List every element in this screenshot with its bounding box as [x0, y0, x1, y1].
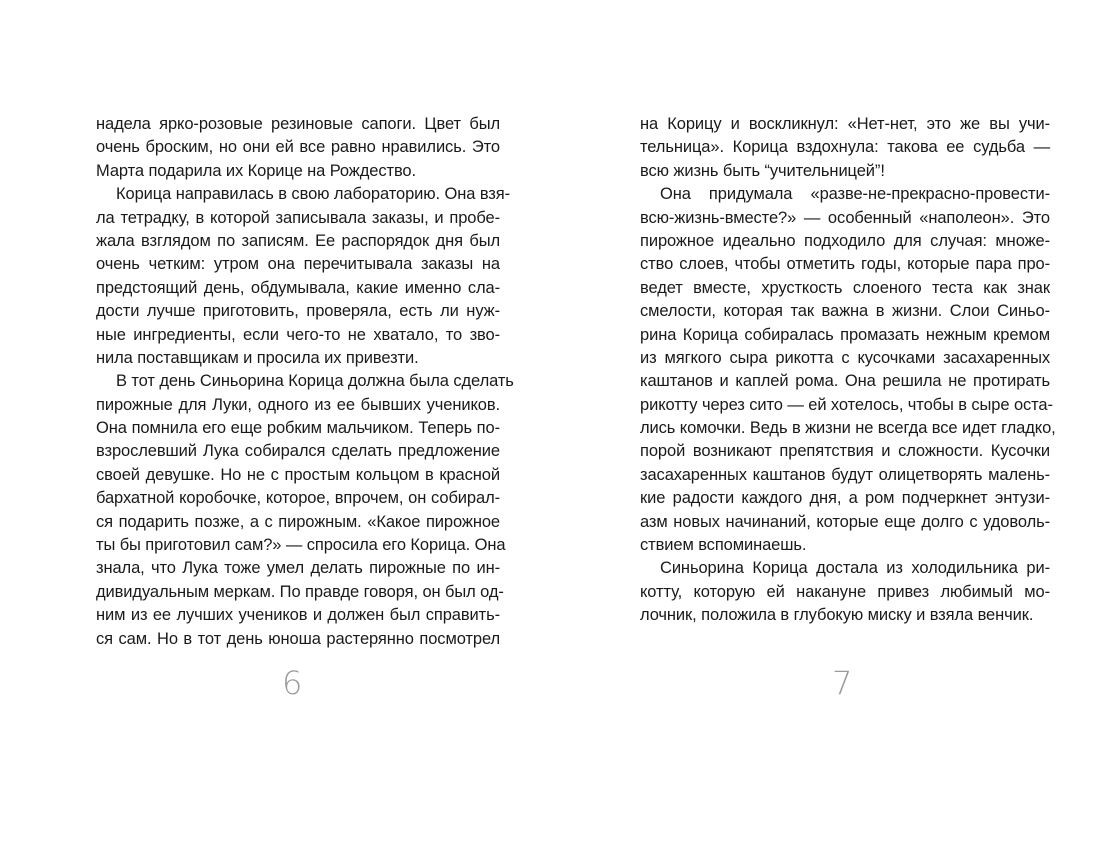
text-line: ствием вспоминаешь. [640, 536, 807, 555]
text-line: пирожные для Луки, одного из ее бывших учеников. [96, 395, 500, 414]
text-line: пирожное идеально подходило для случая: множе- [640, 231, 1050, 250]
left-page [0, 0, 558, 853]
text-line: дости лучше приготовить, проверяла, есть ли нуж- [96, 302, 500, 321]
text-line: всю жизнь быть “учительницей”! [640, 161, 885, 180]
text-line: ла тетрадку, в которой записывала заказы, и пробе- [96, 208, 500, 227]
right-page-text [640, 113, 1056, 628]
text-line: ведет вместе, хрусткость слоеного теста как знак [640, 278, 1050, 297]
text-line: засахаренных каштанов будут олицетворять малень- [640, 465, 1050, 484]
text-line: ство слоев, чтобы отметить годы, которые пара про- [640, 255, 1050, 274]
text-line: дивидуальным меркам. По правде говоря, он был од- [96, 582, 504, 601]
text-line: из мягкого сыра рикотта с кусочками засахаренных [640, 348, 1050, 367]
text-line: лись комочки. Ведь в жизни не всегда все идет гладко, [640, 419, 1056, 438]
text-line: жала взглядом по записям. Ее распорядок дня был [96, 231, 500, 250]
text-line: взрослевший Лука собирался сделать предложение [96, 442, 500, 461]
text-line: рина Корица собиралась промазать нежным кремом [640, 325, 1050, 344]
text-line: предстоящий день, обдумывала, какие именно сла- [96, 278, 500, 297]
text-line: бархатной коробочке, которое, впрочем, он собирал- [96, 489, 500, 508]
text-line: Она придумала «разве-не-прекрасно-провести- [660, 185, 1050, 204]
text-line: Она помнила его еще робким мальчиком. Теперь по- [96, 419, 500, 438]
right-page [558, 0, 1117, 853]
text-line: тельница». Корица вздохнула: такова ее судьба — [640, 138, 1050, 157]
text-line: всю-жизнь-вместе?» — особенный «наполеон». Это [640, 208, 1050, 227]
text-line: лочник, положила в глубокую миску и взяла венчик. [640, 606, 1034, 625]
text-line: ним из ее лучших учеников и должен был справить- [96, 606, 500, 625]
text-line: очень броским, но они ей все равно нравились. Это [96, 138, 500, 157]
text-line: каштанов и каплей рома. Она решила не протирать [640, 372, 1050, 391]
text-line: Синьорина Корица достала из холодильника ри- [660, 559, 1050, 578]
text-line: очень четким: утром она перечитывала заказы на [96, 255, 500, 274]
text-line: рикотту через сито — ей хотелось, чтобы в сыре оста- [640, 395, 1053, 414]
page-number: 7 [832, 664, 853, 702]
text-line: ся подарить позже, а с пирожным. «Какое пирожное [96, 512, 500, 531]
page-number: 6 [282, 664, 303, 702]
text-line: кие радости каждого дня, а ром подчеркнет энтузи- [640, 489, 1050, 508]
text-line: котту, которую ей накануне привез любимый мо- [640, 582, 1050, 601]
text-line: смелости, которая так важна в жизни. Слои Синьо- [640, 302, 1050, 321]
text-line: ты бы приготовил сам?» — спросила его Корица. Она [96, 536, 506, 555]
text-line: нила поставщикам и просила их привезти. [96, 348, 419, 367]
text-line: порой возникают препятствия и сложности. Кусочки [640, 442, 1050, 461]
text-line: знала, что Лука тоже умел делать пирожные по ин- [96, 559, 500, 578]
text-line: на Корицу и воскликнул: «Нет-нет, это же вы учи- [640, 115, 1050, 133]
text-line: надела ярко-розовые резиновые сапоги. Цвет был [96, 115, 500, 133]
text-line: ные ингредиенты, если чего-то не хватало, то зво- [96, 325, 500, 344]
text-line: Корица направилась в свою лабораторию. Она взя- [116, 185, 510, 204]
text-line: ся сам. Но в тот день юноша растерянно посмотрел [96, 629, 500, 648]
text-line: В тот день Синьорина Корица должна была сделать [116, 372, 514, 391]
left-page-text [96, 113, 514, 651]
text-line: азм новых начинаний, которые еще долго с удоволь- [640, 512, 1050, 531]
text-line: своей девушке. Но не с простым кольцом в красной [96, 465, 500, 484]
text-line: Марта подарила их Корице на Рождество. [96, 161, 416, 180]
